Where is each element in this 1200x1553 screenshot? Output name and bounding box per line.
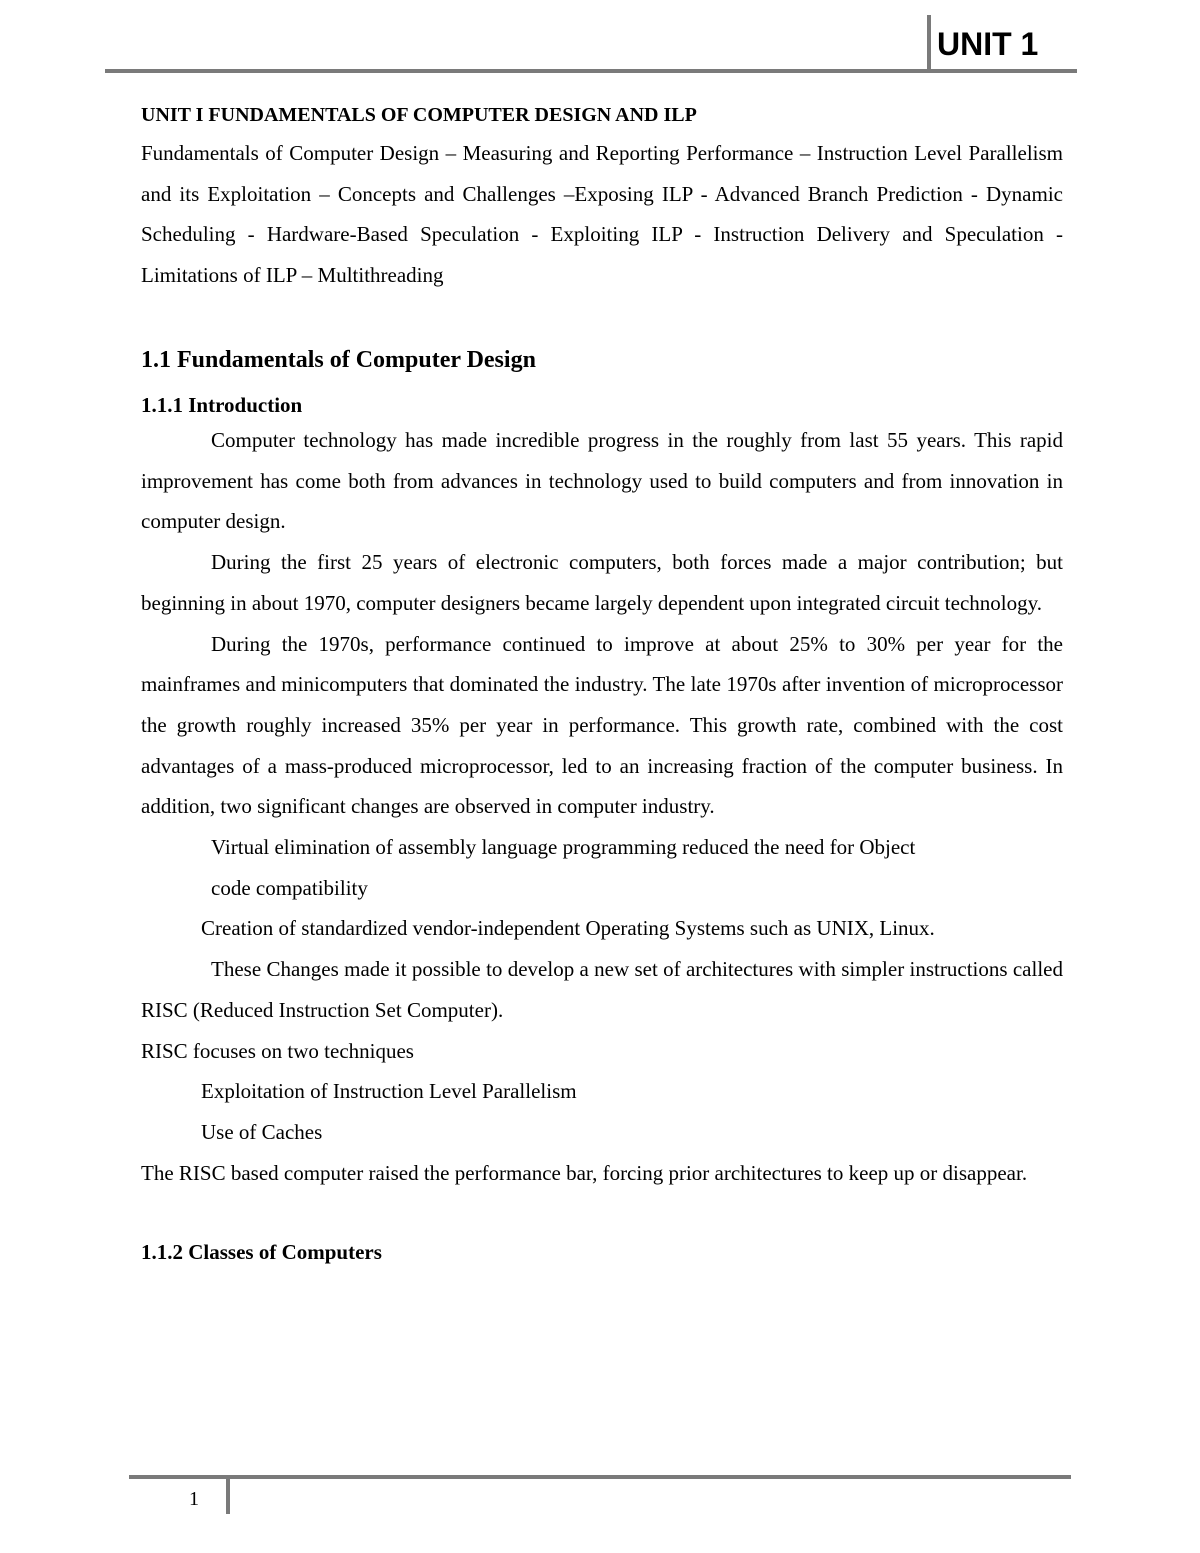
- risc-technique-2: Use of Caches: [201, 1119, 323, 1144]
- page-number: 1: [189, 1488, 199, 1510]
- change-item-1-line-2: code compatibility: [211, 875, 368, 900]
- syllabus-text: Fundamentals of Computer Design – Measuring and Reporting Performance – Instruction Level Parallelism and its Exploitation – Concepts and Challenges –Exposing ILP - Advanced Branch Prediction - Dynamic Scheduling - Hardware-Based Speculation - Exploiting ILP - Instruction Delivery and Speculation - Limitations of ILP – Multithreading: [141, 141, 1063, 287]
- footer-rule: [129, 1475, 1071, 1479]
- change-item-2: Creation of standardized vendor-independent Operating Systems such as UNIX, Linux.: [201, 916, 935, 941]
- introduction-heading: 1.1.1 Introduction: [141, 393, 303, 417]
- footer-divider: [226, 1477, 230, 1514]
- intro-paragraph-3: During the 1970s, performance continued to improve at about 25% to 30% per year for the mainframes and minicomputers that dominated the industry. The late 1970s after invention of microprocessor the growth roughly increased 35% per year in performance. This growth rate, combined with the cost advantages of a mass-produced microprocessor, led to an increasing fraction of the computer business. In addition, two significant changes are observed in computer industry.: [141, 631, 1063, 819]
- risc-technique-1: Exploitation of Instruction Level Parallelism: [201, 1079, 577, 1104]
- section-heading: 1.1 Fundamentals of Computer Design: [141, 347, 536, 373]
- unit-title: UNIT I FUNDAMENTALS OF COMPUTER DESIGN AND ILP: [141, 104, 697, 126]
- change-item-1-line-1: Virtual elimination of assembly language programming reduced the need for Object: [211, 835, 916, 860]
- intro-paragraph-5: The RISC based computer raised the performance bar, forcing prior architectures to keep up or disappear.: [141, 1160, 1028, 1185]
- intro-paragraph-1: Computer technology has made incredible progress in the roughly from last 55 years. This rapid improvement has come both from advances in technology used to build computers and from innovation in computer design.: [141, 428, 1063, 534]
- unit-label: UNIT 1: [937, 26, 1039, 62]
- risc-intro: RISC focuses on two techniques: [141, 1038, 414, 1063]
- classes-heading: 1.1.2 Classes of Computers: [141, 1240, 382, 1265]
- intro-paragraph-2: During the first 25 years of electronic computers, both forces made a major contribution; but beginning in about 1970, computer designers became largely dependent upon integrated circuit technology.: [141, 550, 1063, 615]
- header-divider: [927, 15, 931, 71]
- page-content: [141, 97, 1063, 1267]
- intro-paragraph-4: These Changes made it possible to develop a new set of architectures with simpler instructions called RISC (Reduced Instruction Set Computer).: [141, 957, 1063, 1022]
- header-rule: [105, 69, 1077, 73]
